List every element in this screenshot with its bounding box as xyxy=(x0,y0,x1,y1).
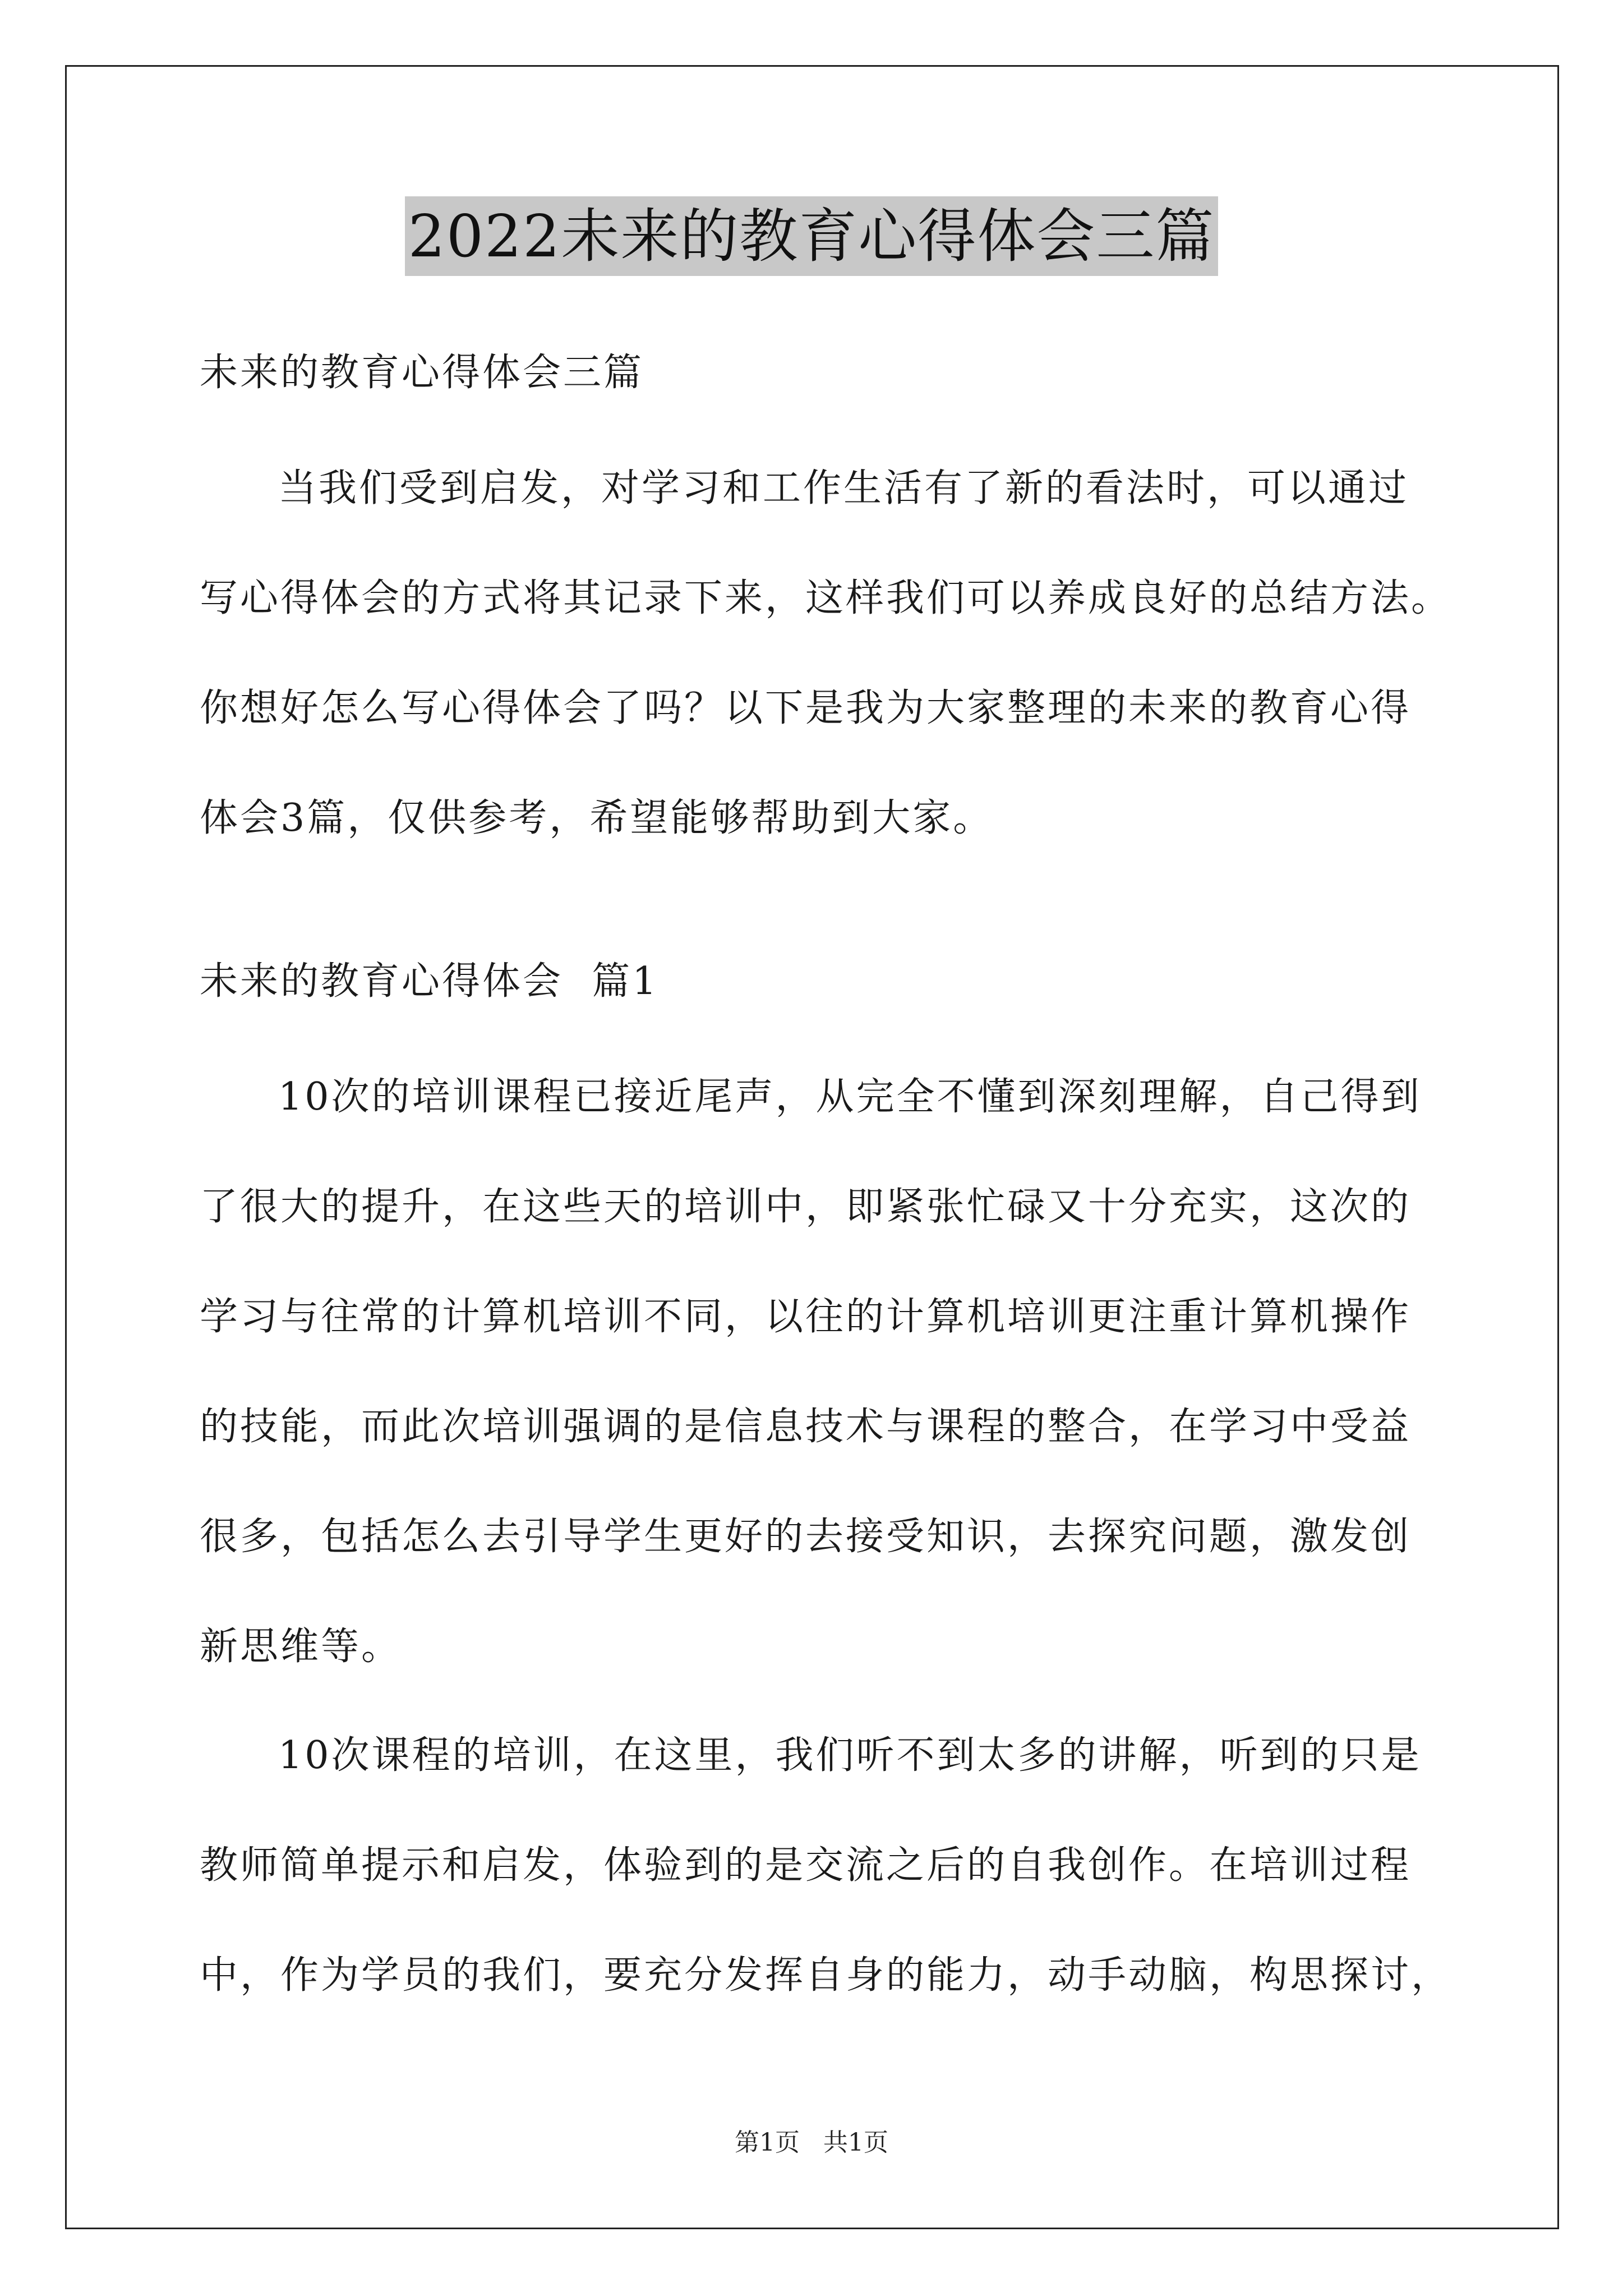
section1-heading: 未来的教育心得体会 篇1 xyxy=(200,959,659,1004)
paragraph-line: 新思维等。 xyxy=(200,1625,402,1669)
intro-line: 你想好怎么写心得体会了吗？以下是我为大家整理的未来的教育心得 xyxy=(200,686,1412,730)
section1-paragraph-1 xyxy=(200,1042,1439,1702)
intro-paragraph xyxy=(200,434,1452,873)
paragraph-line: 10次的培训课程已接近尾声，从完全不懂到深刻理解，自己得到 xyxy=(278,1075,1422,1119)
document-title: 2022未来的教育心得体会三篇 xyxy=(405,196,1219,276)
paragraph-line: 教师简单提示和启发，体验到的是交流之后的自我创作。在培训过程 xyxy=(200,1843,1412,1888)
intro-line: 体会3篇，仅供参考，希望能够帮助到大家。 xyxy=(200,796,994,840)
paragraph-line: 学习与往常的计算机培训不同，以往的计算机培训更注重计算机操作 xyxy=(200,1295,1412,1339)
page-number: 第1页 共1页 xyxy=(735,2128,888,2157)
section1-heading-block xyxy=(200,927,1439,1037)
paragraph-line: 的技能，而此次培训强调的是信息技术与课程的整合，在学习中受益 xyxy=(200,1405,1412,1449)
paragraph-line: 了很大的提升，在这些天的培训中，即紧张忙碌又十分充实，这次的 xyxy=(200,1185,1412,1229)
section1-paragraph-2 xyxy=(200,1701,1452,2031)
paragraph-line: 10次课程的培训，在这里，我们听不到太多的讲解，听到的只是 xyxy=(278,1733,1422,1778)
page-footer xyxy=(0,2126,1623,2160)
paragraph-line: 中，作为学员的我们，要充分发挥自身的能力，动手动脑，构思探讨， xyxy=(200,1953,1452,1998)
title-container xyxy=(0,196,1623,276)
intro-line: 写心得体会的方式将其记录下来，这样我们可以养成良好的总结方法。 xyxy=(200,576,1452,620)
paragraph-line: 很多，包括怎么去引导学生更好的去接受知识，去探究问题，激发创 xyxy=(200,1515,1412,1559)
document-subtitle-block xyxy=(200,318,1439,428)
intro-line: 当我们受到启发，对学习和工作生活有了新的看法时，可以通过 xyxy=(278,466,1409,510)
document-subtitle: 未来的教育心得体会三篇 xyxy=(200,351,644,395)
